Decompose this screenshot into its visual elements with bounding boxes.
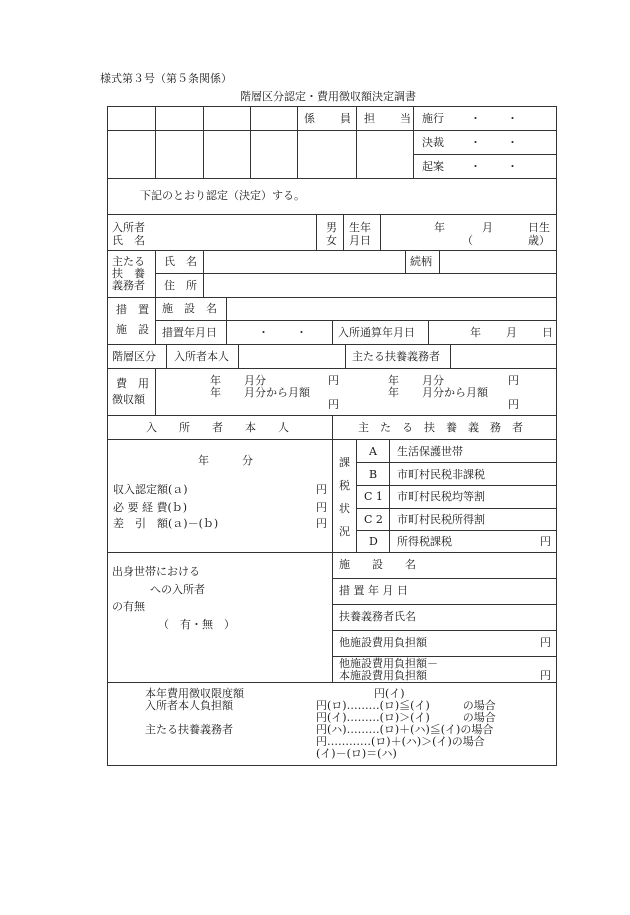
period-day: 日 (542, 326, 553, 339)
income-label: 収入認定額(ａ) (113, 483, 188, 496)
supporter-label: 主たる (112, 255, 145, 268)
facility-info-label: 他施設費用負担額 (339, 636, 427, 649)
form-number: 様式第３号（第５条関係） (100, 72, 232, 85)
kakari-label: 係 (304, 112, 315, 125)
income-year: 年 分 (198, 454, 253, 467)
diff-yen: 円 (316, 517, 327, 530)
origin-text: への入所者 (150, 583, 205, 596)
origin-text: 出身世帯における (112, 565, 200, 578)
expense-yen: 円 (316, 501, 327, 514)
gender-female: 女 (326, 234, 337, 247)
tier-label: 階層区分 (112, 350, 156, 363)
limit-value: 円…………(ロ)＋(ハ)＞(イ)の場合 (316, 735, 485, 748)
kessai-label: 決裁 (422, 136, 444, 149)
tax-label: 所得税課税 (397, 535, 452, 548)
supporter-address-label: 住 所 (164, 279, 197, 292)
birth-label: 月日 (349, 234, 371, 247)
supporter-name-label: 氏 名 (164, 255, 197, 268)
limit-value: 円(ハ)………(ロ)＋(ハ)≦(イ)の場合 (316, 723, 494, 736)
limit-label: 主たる扶養義務者 (145, 723, 233, 736)
fee-year: 年 (210, 386, 221, 399)
age-open: （ (462, 234, 473, 247)
gender-male: 男 (326, 221, 337, 234)
tax-vertical: 況 (339, 525, 350, 538)
fee-year: 年 (210, 374, 221, 387)
limit-value: 円(イ)………(ロ)＞(イ) の場合 (316, 711, 496, 724)
form-title: 階層区分認定・費用徴収額決定調書 (240, 90, 416, 103)
period-month: 月 (506, 326, 517, 339)
measure-label: 措 置 (116, 303, 149, 316)
tan-label: 担 (364, 112, 375, 125)
fee-yen: 円 (508, 398, 519, 411)
birth-label: 生年 (349, 221, 371, 234)
tax-vertical: 税 (339, 479, 350, 492)
fee-monthly: 月分から月額 (422, 386, 488, 399)
facility-info-yen: 円 (540, 636, 551, 649)
dot: ・ (470, 136, 481, 149)
income-yen: 円 (316, 483, 327, 496)
in-label: 員 (340, 112, 351, 125)
tax-yen: 円 (540, 535, 551, 548)
supporter-label: 義務者 (112, 279, 145, 292)
fee-month: 月分 (244, 374, 266, 387)
tax-label: 市町村民税均等割 (397, 490, 485, 503)
fee-year: 年 (388, 386, 399, 399)
relation-label: 続柄 (410, 255, 432, 268)
facility-info-label: 措 置 年 月 日 (339, 584, 408, 597)
diff-label: 差 引 額(ａ)－(ｂ) (113, 517, 219, 530)
tax-label: 市町村民税非課税 (397, 468, 485, 481)
dot: ・ (258, 326, 269, 339)
resident-label: 入所者 (112, 221, 145, 234)
fee-label: 費 用 (116, 377, 149, 390)
fee-label: 徴収額 (112, 393, 145, 406)
age-close: 歳） (528, 234, 550, 247)
tax-code: A (369, 445, 377, 458)
shikou-label: 施行 (422, 112, 444, 125)
measure-date-label: 措置年月日 (162, 326, 217, 339)
birth-year: 年 (434, 221, 445, 234)
tax-code: C 1 (364, 490, 383, 503)
dot: ・ (470, 160, 481, 173)
tax-code: B (369, 468, 378, 481)
fee-month: 月分 (422, 374, 444, 387)
limit-value: 円(イ) (374, 687, 405, 700)
notice-text: 下記のとおり認定（決定）する。 (140, 189, 305, 202)
limit-value: 円(ロ)………(ロ)≦(イ) の場合 (316, 699, 496, 712)
limit-value: (イ)－(ロ)＝(ハ) (316, 747, 397, 760)
section-supporter-header: 主 た る 扶 養 義 務 者 (358, 421, 523, 434)
kian-label: 起案 (422, 160, 444, 173)
tax-code: C 2 (364, 513, 383, 526)
fee-year: 年 (388, 374, 399, 387)
origin-choice: （ 有・無 ） (158, 618, 235, 631)
tier-supporter-label: 主たる扶養義務者 (352, 350, 440, 363)
dot: ・ (296, 326, 307, 339)
limit-label: 本年費用徴収限度額 (145, 687, 244, 700)
facility-info-label: 本施設費用負担額 (339, 669, 427, 682)
tou-label: 当 (400, 112, 411, 125)
origin-text: の有無 (112, 600, 145, 613)
fee-yen: 円 (328, 374, 339, 387)
resident-label: 氏 名 (112, 234, 145, 247)
fee-yen: 円 (508, 374, 519, 387)
period-year: 年 (470, 326, 481, 339)
birth-day: 日生 (528, 221, 550, 234)
tier-resident-label: 入所者本人 (174, 350, 229, 363)
expense-label: 必 要 経 費(ｂ) (113, 501, 188, 514)
facility-info-label: 他施設費用負担額－ (339, 657, 438, 670)
dot: ・ (470, 112, 481, 125)
dot: ・ (507, 160, 518, 173)
facility-info-label: 施 設 名 (339, 558, 416, 571)
supporter-label: 扶 養 (112, 267, 145, 280)
tax-vertical: 状 (339, 502, 350, 515)
tax-label: 市町村民税所得割 (397, 513, 485, 526)
facility-name-label: 施 設 名 (162, 302, 217, 315)
measure-label: 施 設 (116, 323, 149, 336)
tax-label: 生活保護世帯 (397, 445, 463, 458)
tax-vertical: 課 (339, 456, 350, 469)
limit-label: 入所者本人負担額 (145, 699, 233, 712)
tax-code: D (369, 535, 378, 548)
facility-info-label: 扶養義務者氏名 (339, 610, 416, 623)
dot: ・ (507, 136, 518, 149)
facility-info-yen: 円 (540, 669, 551, 682)
fee-monthly: 月分から月額 (244, 386, 310, 399)
period-label: 入所通算年月日 (338, 326, 415, 339)
fee-yen: 円 (328, 398, 339, 411)
dot: ・ (507, 112, 518, 125)
section-resident-header: 入 所 者 本 人 (146, 421, 289, 434)
birth-month: 月 (482, 221, 493, 234)
